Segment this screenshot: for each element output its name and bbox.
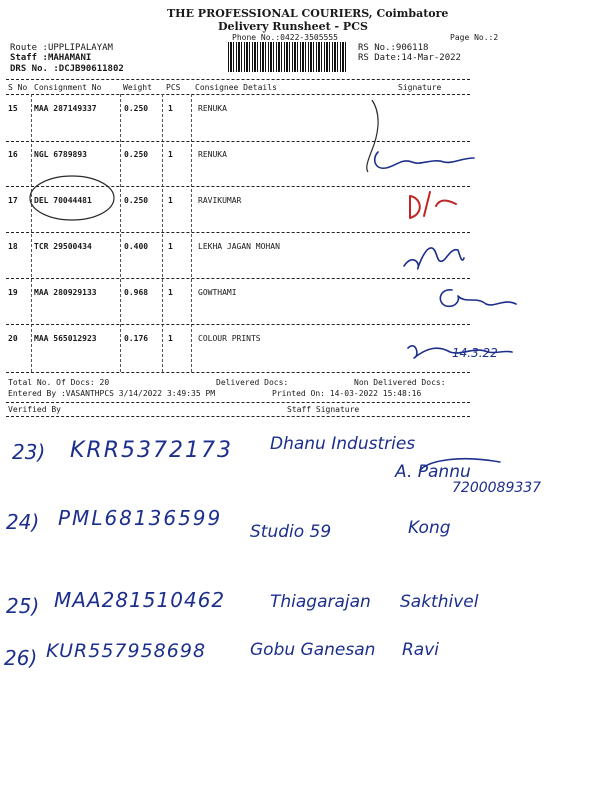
- row-20-consignee: COLOUR PRINTS: [198, 334, 261, 343]
- rs-number: RS No.:906118: [358, 43, 429, 53]
- route-label: Route :: [10, 43, 48, 53]
- circle-mark: [30, 176, 114, 220]
- delivered-docs: Delivered Docs:: [216, 378, 289, 387]
- company-title: THE PROFESSIONAL COURIERS, Coimbatore: [167, 7, 449, 20]
- signature-row-20-date: 14.3.22: [452, 346, 498, 360]
- runsheet-subtitle: Delivery Runsheet - PCS: [218, 20, 368, 33]
- phone-number: Phone No.:0422-3505555: [232, 33, 338, 42]
- staff-label: Staff :: [10, 53, 48, 63]
- hw-25-name: Thiagarajan: [270, 592, 371, 612]
- row-17-consignment: DEL 70044481: [34, 196, 92, 205]
- hw-24-code: PML68136599: [58, 506, 223, 530]
- hw-26-code: KUR557958698: [46, 640, 207, 662]
- hw-24-number: 24): [6, 510, 40, 534]
- row-16-consignment: NGL 6789893: [34, 150, 87, 159]
- route-value: UPPLIPALAYAM: [47, 43, 113, 53]
- hw-23-code: KRR5372173: [70, 438, 233, 463]
- row-15-pcs: 1: [168, 104, 173, 113]
- row-17-pcs: 1: [168, 196, 173, 205]
- total-docs: Total No. Of Docs: 20: [8, 378, 110, 387]
- col-weight: Weight: [123, 83, 152, 92]
- hw-25-signature: Sakthivel: [400, 592, 479, 612]
- rs-date: RS Date:14-Mar-2022: [358, 53, 461, 63]
- row-19-sno: 19: [8, 288, 18, 297]
- row-15-weight: 0.250: [124, 104, 149, 113]
- hw-23-number: 23): [12, 440, 46, 464]
- signature-row-19: [440, 290, 516, 307]
- printed-on: Printed On: 14-03-2022 15:48:16: [272, 389, 422, 398]
- row-18-weight: 0.400: [124, 242, 149, 251]
- signature-row-17: [410, 192, 456, 218]
- hw-25-code: MAA281510462: [54, 588, 226, 612]
- hw-23-signature: A. Pannu: [395, 462, 471, 482]
- row-19-weight: 0.968: [124, 288, 149, 297]
- row-19-pcs: 1: [168, 288, 173, 297]
- row-18-consignee: LEKHA JAGAN MOHAN: [198, 242, 280, 251]
- col-pcs: PCS: [166, 83, 181, 92]
- row-19-consignment: MAA 280929133: [34, 288, 97, 297]
- row-18-pcs: 1: [168, 242, 173, 251]
- hw-23-phone: 7200089337: [452, 480, 542, 496]
- row-20-consignment: MAA 565012923: [34, 334, 97, 343]
- row-16-pcs: 1: [168, 150, 173, 159]
- col-consignment: Consignment No: [34, 83, 102, 92]
- drs-value: DCJB90611802: [58, 64, 124, 74]
- row-17-consignee: RAVIKUMAR: [198, 196, 242, 205]
- row-16-weight: 0.250: [124, 150, 149, 159]
- row-20-weight: 0.176: [124, 334, 149, 343]
- hw-26-number: 26): [4, 646, 38, 670]
- hw-25-number: 25): [6, 594, 40, 618]
- entered-by: Entered By :VASANTHPCS 3/14/2022 3:49:35 PM: [8, 389, 216, 398]
- staff-signature-label: Staff Signature: [287, 405, 360, 414]
- row-16-consignee: RENUKA: [198, 150, 227, 159]
- hw-24-signature: Kong: [408, 518, 451, 538]
- verified-by: Verified By: [8, 405, 61, 414]
- non-delivered-docs: Non Delivered Docs:: [354, 378, 446, 387]
- staff-value: MAHAMANI: [47, 53, 92, 63]
- row-18-sno: 18: [8, 242, 18, 251]
- signature-row-18: [404, 248, 464, 269]
- col-signature: Signature: [398, 83, 442, 92]
- col-sno: S No: [8, 83, 28, 92]
- signature-row-16: [375, 152, 474, 168]
- signature-stroke: [367, 100, 378, 172]
- row-17-sno: 17: [8, 196, 18, 205]
- hw-24-name: Studio 59: [250, 522, 332, 542]
- row-18-consignment: TCR 29500434: [34, 242, 92, 251]
- row-16-sno: 16: [8, 150, 18, 159]
- drs-label: DRS No. :: [10, 64, 59, 74]
- row-17-weight: 0.250: [124, 196, 149, 205]
- col-consignee: Consignee Details: [195, 83, 277, 92]
- row-15-consignment: MAA 287149337: [34, 104, 97, 113]
- row-15-consignee: RENUKA: [198, 104, 227, 113]
- row-19-consignee: GOWTHAMI: [198, 288, 237, 297]
- row-20-sno: 20: [8, 334, 18, 343]
- hw-23-name: Dhanu Industries: [270, 434, 416, 454]
- row-20-pcs: 1: [168, 334, 173, 343]
- row-15-sno: 15: [8, 104, 18, 113]
- hw-26-signature: Ravi: [402, 640, 440, 660]
- page-number: Page No.:2: [450, 33, 499, 42]
- hw-26-name: Gobu Ganesan: [250, 640, 376, 660]
